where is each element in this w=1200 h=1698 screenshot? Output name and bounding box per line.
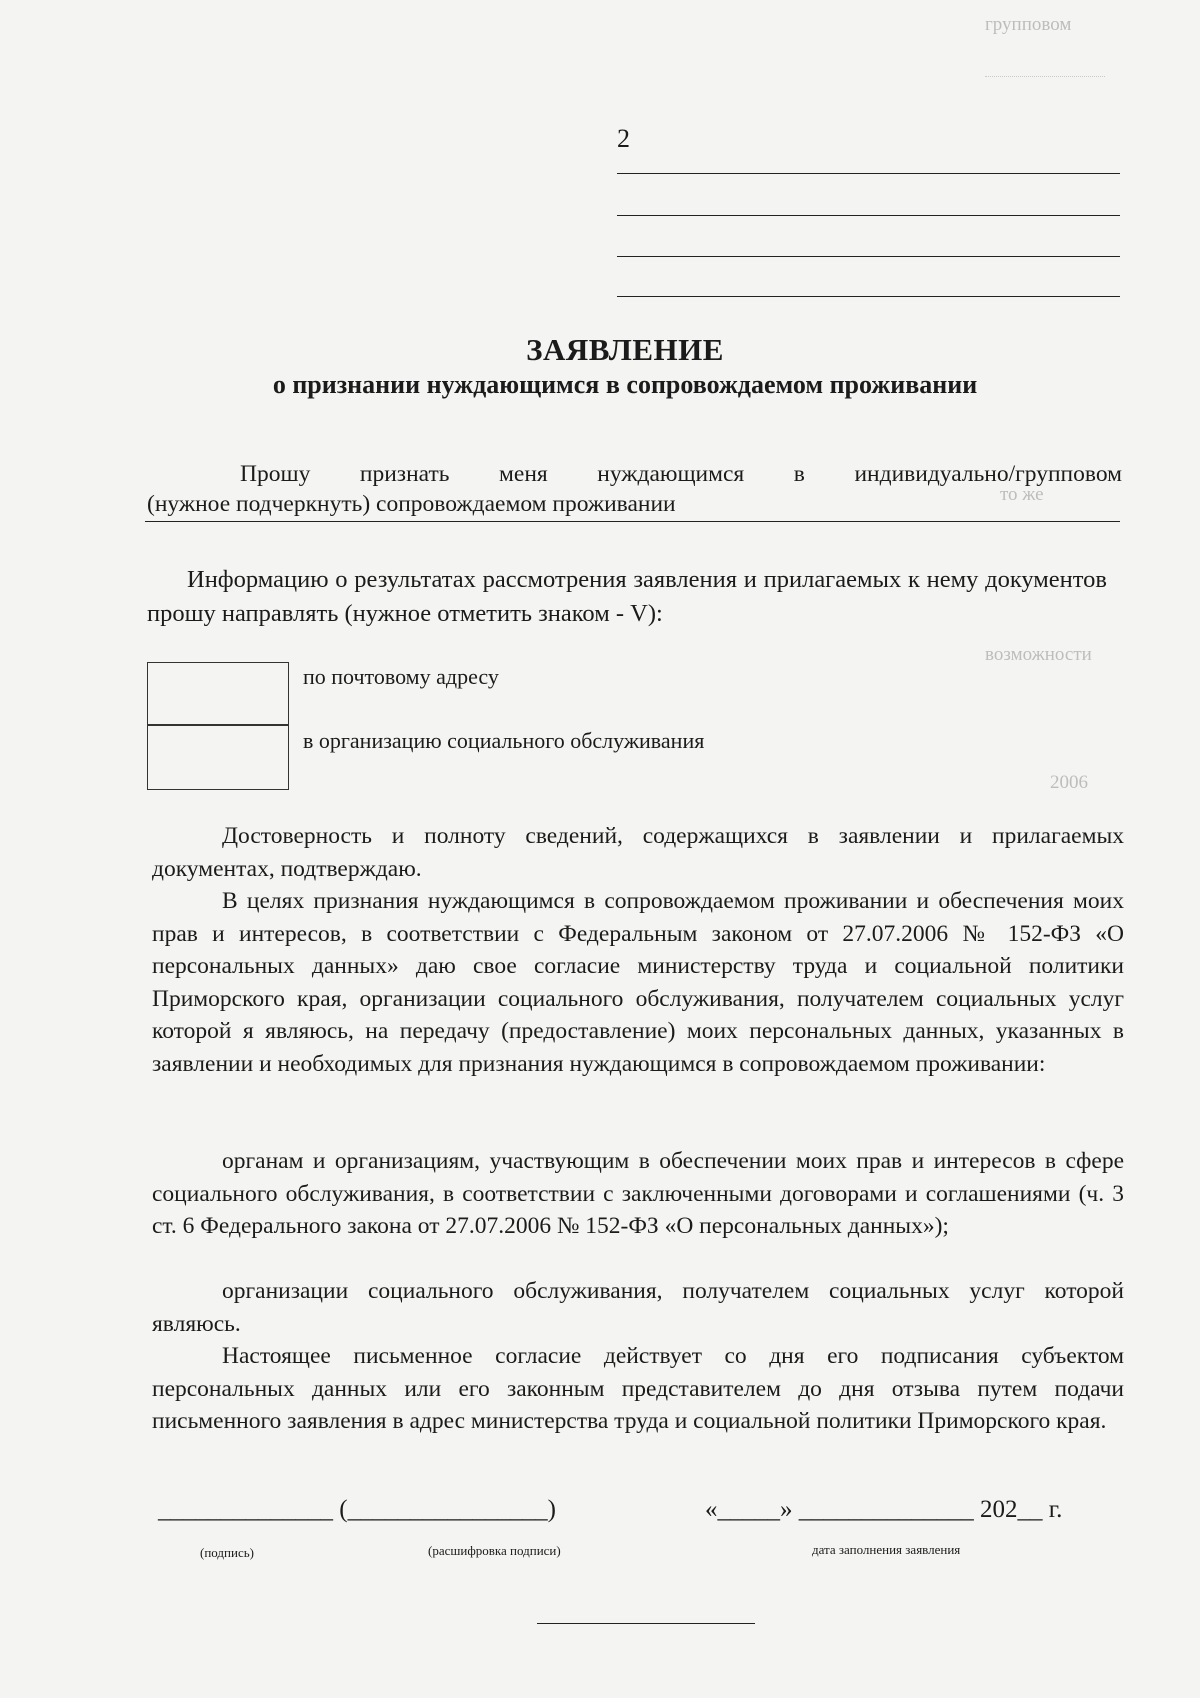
- form-title: ЗАЯВЛЕНИЕ: [526, 332, 724, 367]
- delivery-intro: Информацию о результатах рассмотрения заявления и прилагаемых к нему документов прошу направлять (нужное отметить знаком - V):: [147, 566, 1107, 627]
- request-underline: [145, 521, 1120, 522]
- signature-decoding-caption: (расшифровка подписи): [428, 1543, 561, 1558]
- bleed-through-text: возможности: [985, 644, 1092, 665]
- signature-caption: (подпись): [200, 1545, 254, 1560]
- checkbox-social-org[interactable]: [147, 724, 289, 790]
- signature-line[interactable]: ______________ (________________): [158, 1496, 556, 1523]
- request-line-2: (нужное подчеркнуть) сопровождаемом проживании: [147, 491, 676, 517]
- bleed-through-text: то же: [1000, 484, 1044, 505]
- address-line: [617, 173, 1120, 174]
- page-number: 2: [617, 124, 630, 153]
- option-label-social-org: в организацию социального обслуживания: [303, 728, 705, 753]
- address-line: [617, 256, 1120, 257]
- option-label-postal: по почтовому адресу: [303, 664, 499, 689]
- paragraph-confirmation: Достоверность и полноту сведений, содержащихся в заявлении и прилагаемых документах, подтверждаю.: [152, 823, 1124, 882]
- paragraph-validity: Настоящее письменное согласие действует со дня его подписания субъектом персональных данных или его законным представителем до дня отзыва путем подачи письменного заявления в адрес министерства труда и социальной политики Приморского края.: [152, 1343, 1124, 1434]
- address-line: [617, 296, 1120, 297]
- bleed-through-line: [985, 76, 1105, 77]
- bleed-through-text: групповом: [985, 14, 1072, 35]
- checkbox-postal[interactable]: [147, 662, 289, 726]
- address-line: [617, 215, 1120, 216]
- footer-separator: [537, 1623, 755, 1624]
- form-subtitle: о признании нуждающимся в сопровождаемом проживании: [272, 370, 978, 399]
- bleed-through-text: 2006: [1050, 772, 1088, 793]
- date-caption: дата заполнения заявления: [812, 1542, 961, 1557]
- date-line[interactable]: «_____» ______________ 202__ г.: [705, 1496, 1063, 1523]
- paragraph-organization: организации социального обслуживания, получателем социальных услуг которой являюсь.: [152, 1278, 1124, 1337]
- paragraph-consent: В целях признания нуждающимся в сопровождаемом проживании и обеспечения моих прав и интересов, в соответствии с Федеральным законом от 27.07.2006 № 152-ФЗ «О персональных данных» даю свое согласие министерству труда и социальной политики Приморского края, организации социального обслуживания, получателем социальных услуг которой я являюсь, на передачу (предоставление) моих персональных данных, указанных в заявлении и необходимых для признания нуждающимся в сопровождаемом проживании:: [152, 888, 1124, 1077]
- request-line-1: Прошу признать меня нуждающимся в индивидуально/групповом: [240, 461, 1122, 487]
- paragraph-bodies: органам и организациям, участвующим в обеспечении моих прав и интересов в сфере социального обслуживания, в соответствии с заключенными договорами и соглашениями (ч. 3 ст. 6 Федерального закона от 27.07.2006 № 152-ФЗ «О персональных данных»);: [152, 1148, 1124, 1239]
